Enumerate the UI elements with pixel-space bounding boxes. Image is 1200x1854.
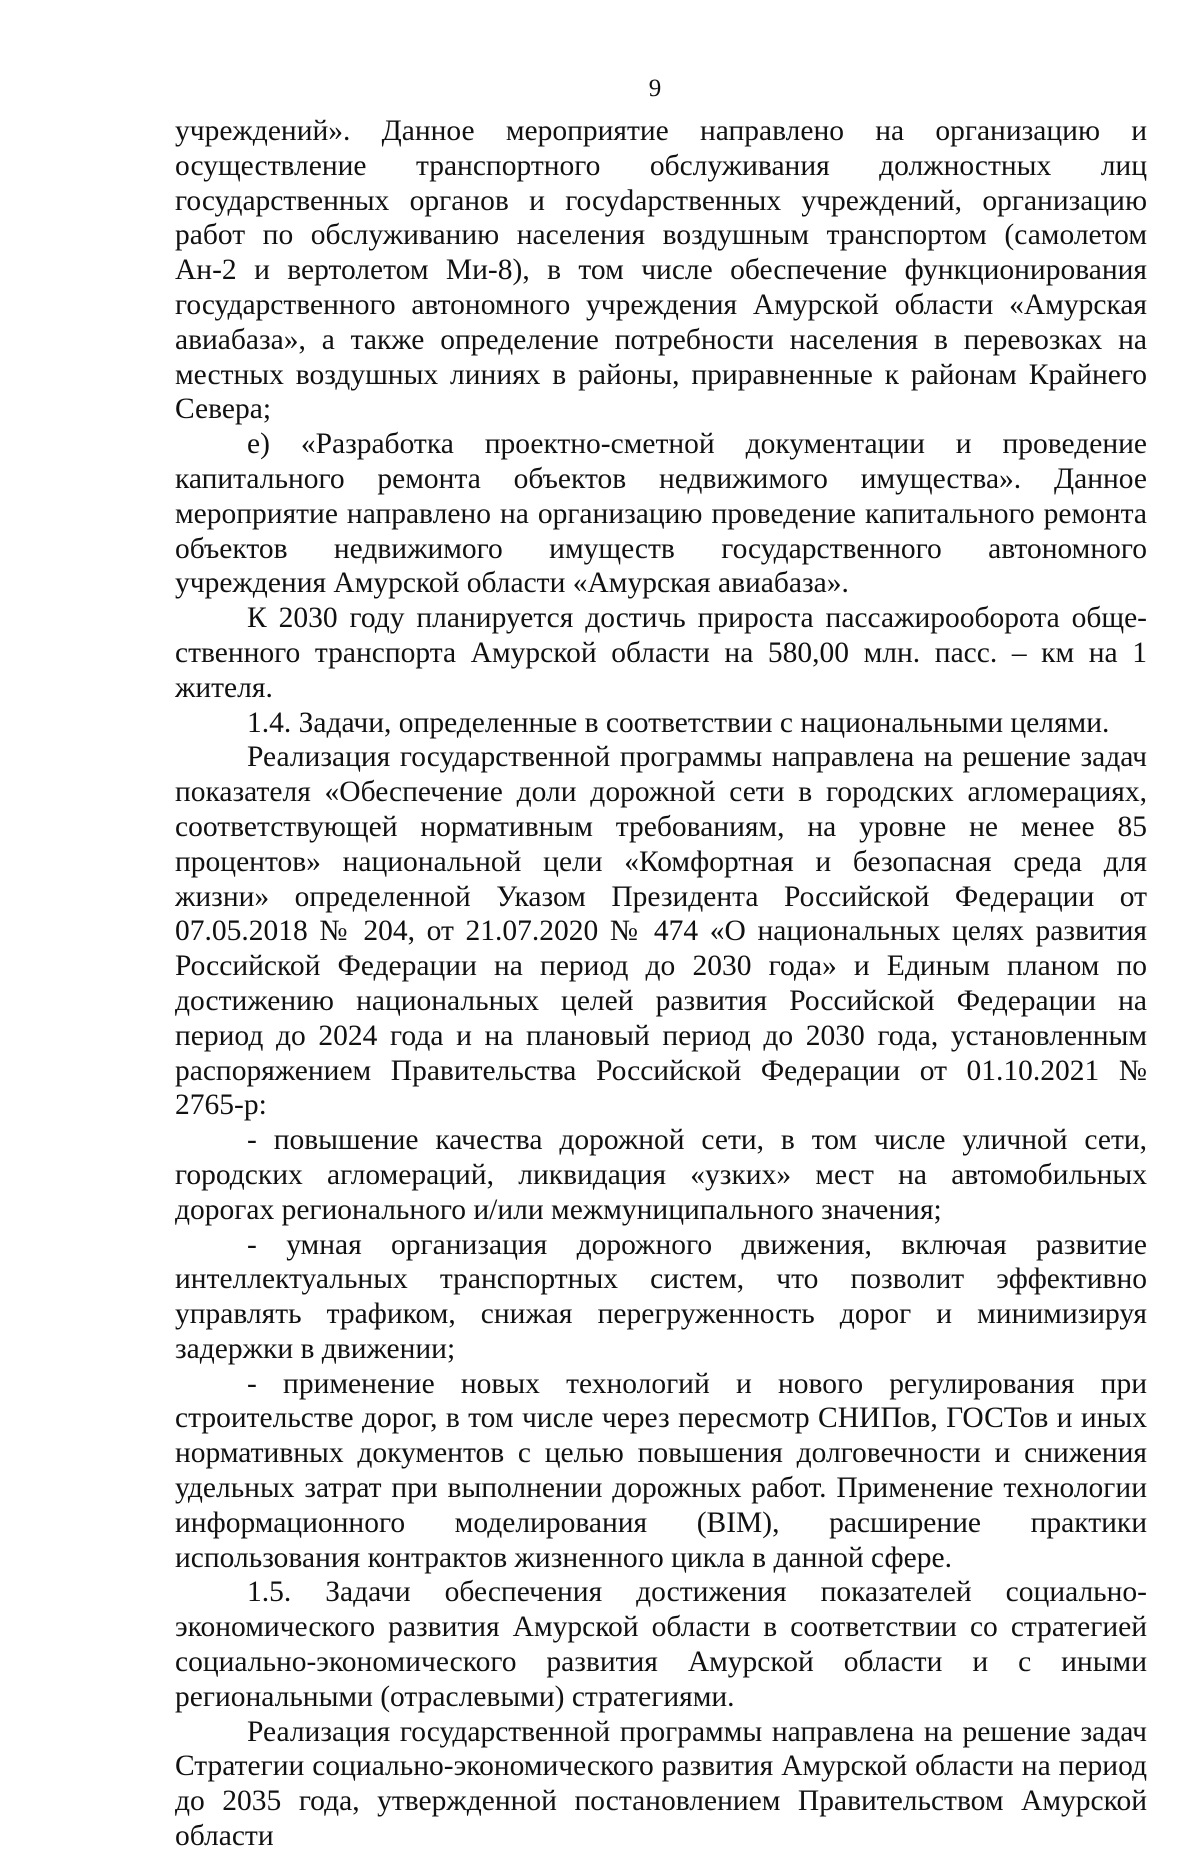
- paragraph-aviabaza-continuation: учреждений». Данное мероприятие направлено на организацию и осуществление транспортного обслуживания должностных лиц государственных органов и госуdарственных учреждений, организацию работ по обслуживанию населения воздушным транспортом (самолетом Ан-2 и вертолетом Ми-8), в том числе обеспечение функционирования государственного автономного учреждения Амурской области «Амурская авиабаза», а также определение потребности населения в перевозках на местных воздушных линиях в районы, приравненные к районам Крайнего Севера;: [175, 115, 1147, 426]
- list-item-smart-traffic: - умная организация дорожного движения, включая развитие интеллектуальных транспортных систем, что позволит эффективно управлять трафиком, снижая перегруженность дорог и минимизируя задержки в движении;: [175, 1228, 1147, 1365]
- section-heading-1-5: 1.5. Задачи обеспечения достижения показателей социально-экономического развития Амурской области в соответствии со стратегией социально-экономического развития Амурской области и с иными региональными (отраслевыми) стратегиями.: [175, 1576, 1147, 1713]
- paragraph-2030-target: К 2030 году планируется достичь прироста пассажирооборота общественного транспорта Амурской области на 580,00 млн. пасс. – км на 1 жителя.: [175, 602, 1147, 704]
- page-number: 9: [648, 75, 662, 102]
- list-item-new-technologies: - применение новых технологий и нового регулирования при строительстве дорог, в том числе через пересмотр СНИПов, ГОСТов и иных нормативных документов с целью повышения долговечности и снижения удельных затрат при выполнении дорожных работ. Применение технологии информационного моделирования (BIM), расширение практики использования контрактов жизненного цикла в данной сфере.: [175, 1367, 1147, 1574]
- paragraph-strategy-2035: Реализация государственной программы направлена на решение задач Стратегии социально-экономического развития Амурской области на период до 2035 года, утвержденной постановлением Правительством Амурской области: [175, 1715, 1147, 1853]
- document-body: [175, 114, 1147, 1854]
- paragraph-item-e: е) «Разработка проектно-сметной документации и проведение капитального ремонта объектов недвижимого имущества». Данное мероприятие направлено на организацию проведение капитального ремонта объектов недвижимого имуществ государственного автономного учреждения Амурской области «Амурская авиабаза».: [175, 428, 1147, 600]
- paragraph-national-goals: Реализация государственной программы направлена на решение задач показателя «Обеспечение доли дорожной сети в городских агломерациях, соответствующей нормативным требованиям, на уровне не менее 85 процентов» национальной цели «Комфортная и безопасная среда для жизни» определенной Указом Президента Российской Федерации от 07.05.2018 № 204, от 21.07.2020 № 474 «О национальных целях развития Российской Федерации на период до 2030 года» и Единым планом по достижению национальных целей развития Российской Федерации на период до 2024 года и на плановый период до 2030 года, установленным распоряжением Правительства Российской Федерации от 01.10.2021 № 2765-р:: [175, 741, 1147, 1122]
- section-heading-1-4: 1.4. Задачи, определенные в соответствии с национальными целями.: [247, 706, 1110, 739]
- list-item-road-quality: - повышение качества дорожной сети, в том числе уличной сети, городских агломераций, ликвидация «узких» мест на автомобильных дорогах регионального и/или межмуниципального значения;: [175, 1124, 1147, 1226]
